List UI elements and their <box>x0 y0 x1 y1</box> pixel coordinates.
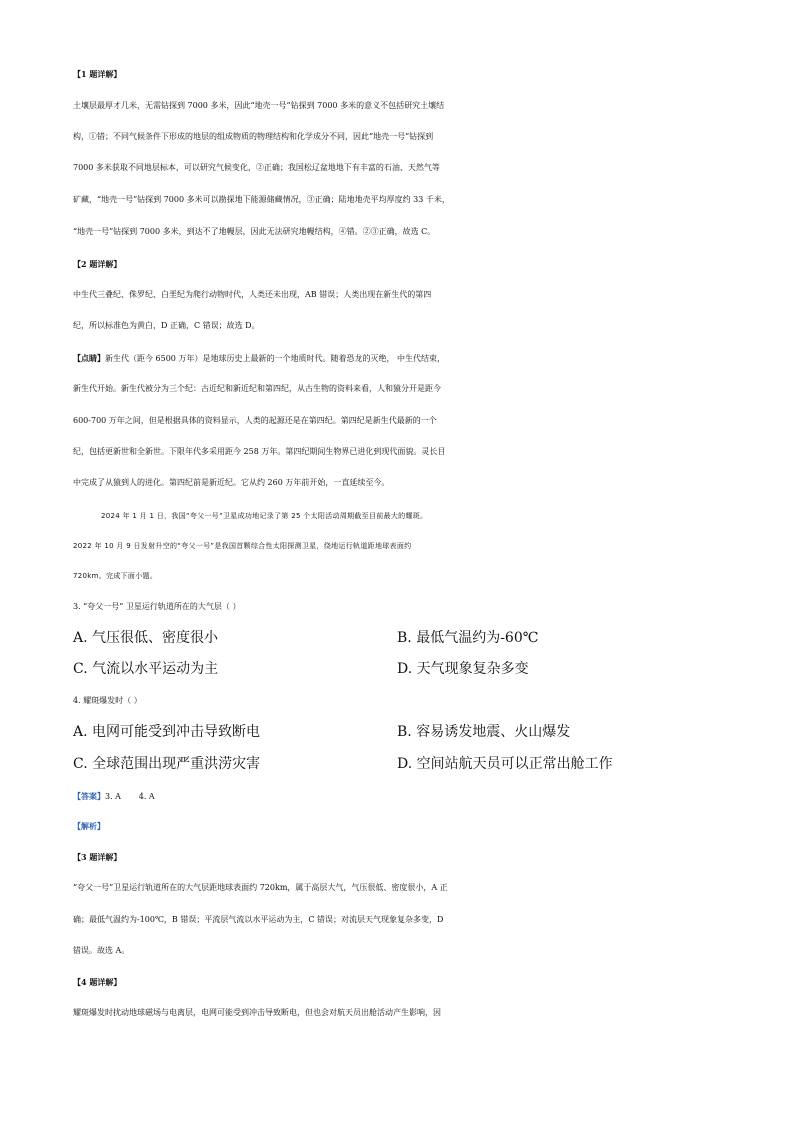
paragraph-line: 错误。故选 A。 <box>73 946 130 955</box>
paragraph-line: 确；最低气温约为-100℃，B 错误；平流层气流以水平运动为主，C 错误；对流层天气现象复杂多变，D <box>73 915 444 924</box>
paragraph-line: 中完成了从猿到人的进化。第四纪前是新近纪。它从约 260 万年前开始，一直延续至今。 <box>73 478 390 487</box>
paragraph-line: 构，①错；不同气候条件下形成的地层的组成物质的物理结构和化学成分不同，因此“地壳一号”钻探到 <box>73 132 434 141</box>
paragraph-line: 矿藏，“地壳一号”钻探到 7000 多米可以勘探地下能源储藏情况，③正确；陆地地壳平均厚度约 33 千米， <box>73 195 450 204</box>
analysis-tag: 【解析】 <box>73 821 105 831</box>
answer-line <box>73 786 733 807</box>
paragraph-line: 土壤层最厚才几米，无需钻探到 7000 多米，因此“地壳一号”钻探到 7000 多米的意义不包括研究土壤结 <box>73 101 445 110</box>
question-stem-line: 2022 年 10 月 9 日发射升空的“夸父一号”是我国首颗综合性太阳探测卫星，绕地运行轨道距地球表面约 <box>73 542 412 550</box>
option-4a: A. 电网可能受到冲击导致断电 <box>73 724 261 740</box>
paragraph-line: 纪，所以标准色为黄白，D 正确，C 错误；故选 D。 <box>73 321 260 330</box>
note-text: 新生代（距今 6500 万年）是地球历史上最新的一个地质时代。随着恐龙的灭绝， 中生代结束， <box>105 354 445 363</box>
paragraph-line: 纪，包括更新世和全新世。下限年代多采用距今 258 万年。第四纪期间生物界已进化到现代面貌。灵长目 <box>73 447 446 456</box>
option-4b: B. 容易诱发地震、火山爆发 <box>397 724 571 740</box>
paragraph-line: 600-700 万年之间，但是根据具体的资料显示，人类的起源还是在第四纪。第四纪是新生代最新的一个 <box>73 416 437 425</box>
paragraph-line: 7000 多米获取不同地层标本，可以研究气候变化，②正确；我国松辽盆地地下有丰富的石油、天然气等 <box>73 163 440 172</box>
option-3a: A. 气压很低、密度很小 <box>73 630 219 646</box>
note-tag: 【点睛】 <box>73 353 105 363</box>
note-line <box>73 348 733 369</box>
option-4d: D. 空间站航天员可以正常出舱工作 <box>397 756 613 772</box>
answer-tag: 【答案】 <box>73 791 105 801</box>
answer-values: 3. A 4. A <box>105 792 155 801</box>
question-stem-line: 720km。完成下面小题。 <box>73 572 158 580</box>
question-3: 3. “夸父一号” 卫星运行轨道所在的大气层（ ） <box>73 602 241 611</box>
section-heading-q4: 【4 题详解】 <box>73 977 122 987</box>
section-heading-q2: 【2 题详解】 <box>73 259 122 269</box>
option-3d: D. 天气现象复杂多变 <box>397 661 529 677</box>
section-heading-q3: 【3 题详解】 <box>73 852 122 862</box>
question-4: 4. 耀斑爆发时（ ） <box>73 696 142 705</box>
section-heading-q1: 【1 题详解】 <box>73 69 122 79</box>
paragraph-line: 新生代开始。新生代被分为三个纪：古近纪和新近纪和第四纪，从古生物的资料来看，人和猿分开是距今 <box>73 384 441 393</box>
paragraph-line: “夸父一号”卫星运行轨道所在的大气层距地球表面约 720km，属于高层大气，气压很低、密度很小，A 正 <box>73 883 448 892</box>
paragraph-line: “地壳一号”钻探到 7000 多米，到达不了地幔层，因此无法研究地幔结构，④错。②③正确，故选 C。 <box>73 227 436 236</box>
question-stem-line: 2024 年 1 月 1 日，我国“夸父一号”卫星成功地记录了第 25 个太阳活动周期截至目前最大的耀斑。 <box>101 512 428 520</box>
option-3c: C. 气流以水平运动为主 <box>73 661 219 677</box>
paragraph-line: 耀斑爆发时扰动地球磁场与电离层，电网可能受到冲击导致断电，但也会对航天员出舱活动产生影响，因 <box>73 1008 441 1017</box>
paragraph-line: 中生代三叠纪、侏罗纪、白垩纪为爬行动物时代，人类还未出现，AB 错误；人类出现在新生代的第四 <box>73 290 432 299</box>
option-4c: C. 全球范围出现严重洪涝灾害 <box>73 756 261 772</box>
option-3b: B. 最低气温约为-60℃ <box>397 630 539 646</box>
